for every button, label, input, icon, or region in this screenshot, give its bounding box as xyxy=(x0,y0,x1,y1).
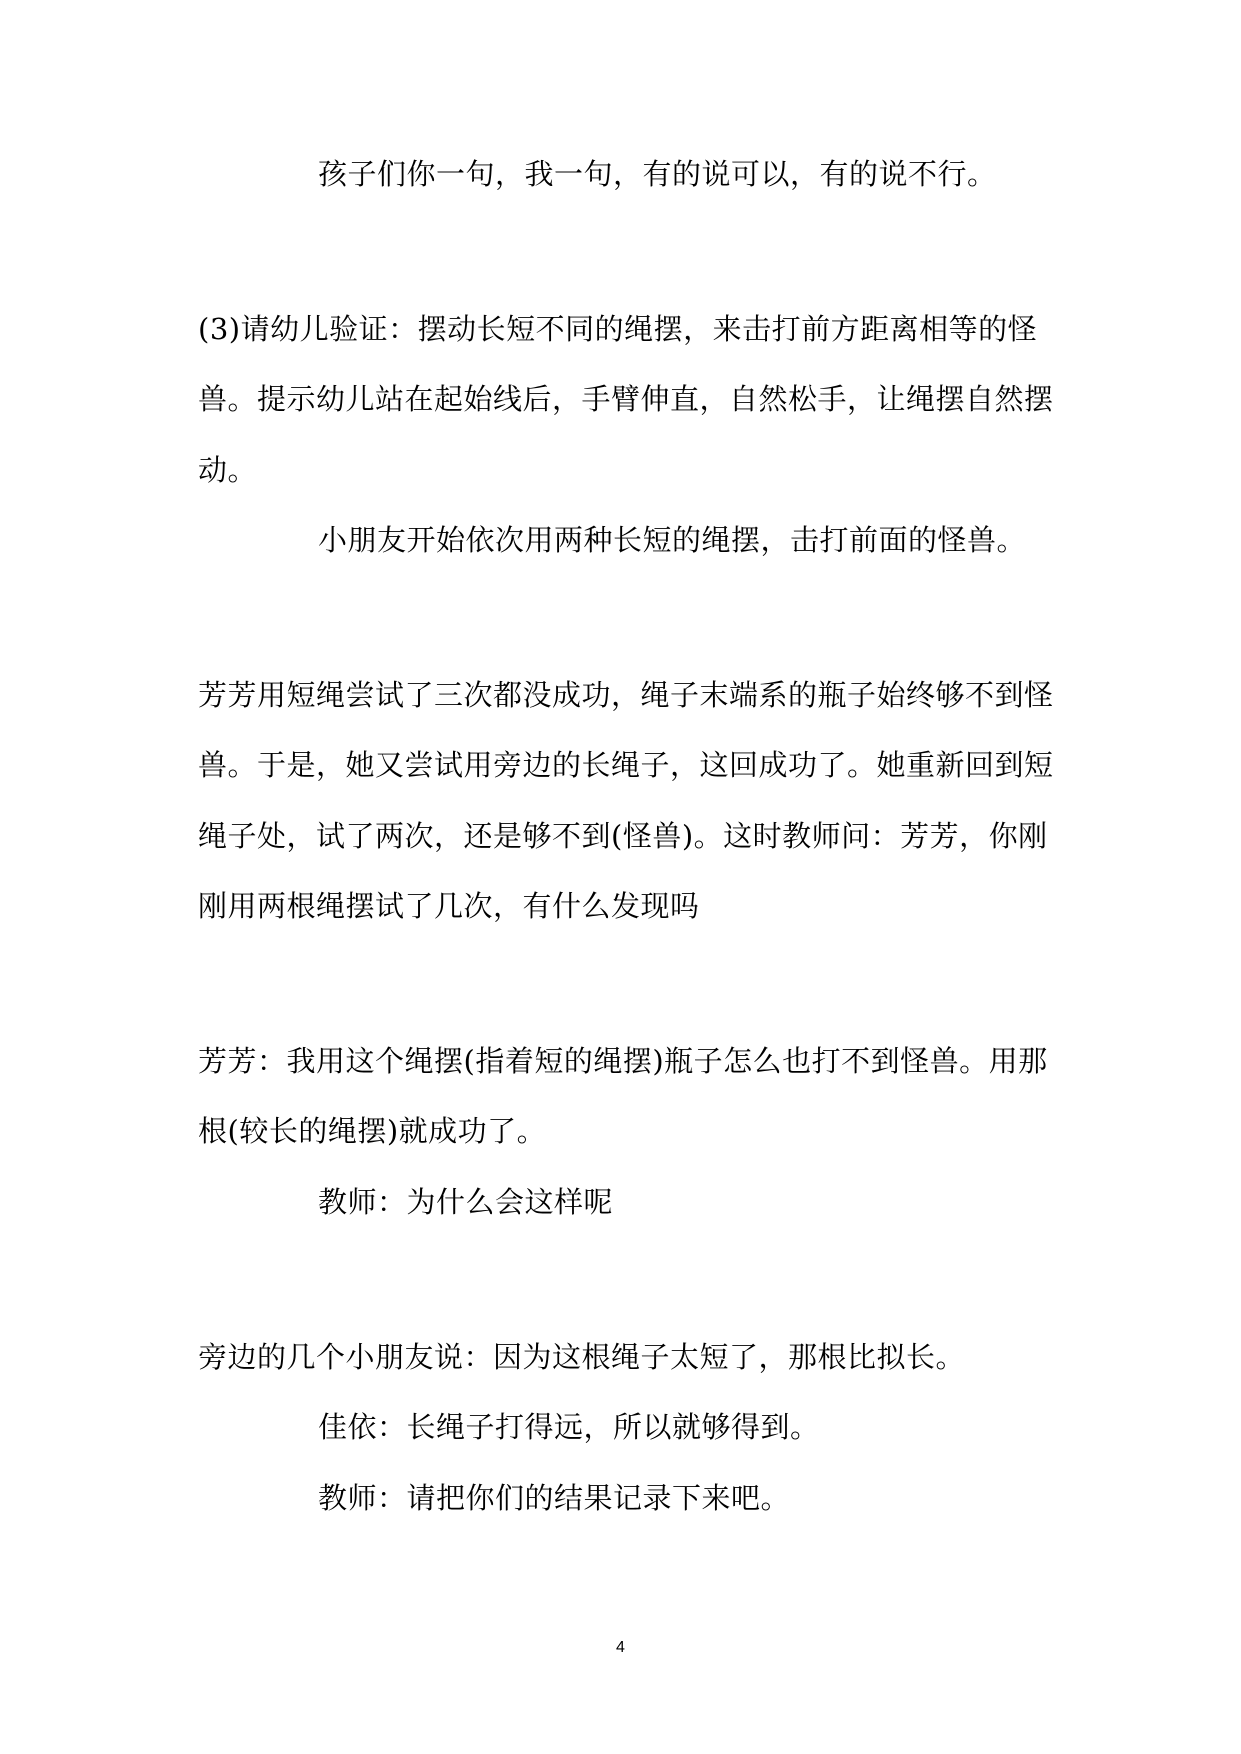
paragraph-verify-line-1: (3)请幼儿验证：摆动长短不同的绳摆，来击打前方距离相等的怪 xyxy=(198,312,1038,346)
paragraph-fangfang-line-1: 芳芳用短绳尝试了三次都没成功，绳子末端系的瓶子始终够不到怪 xyxy=(198,678,1054,712)
page-number: 4 xyxy=(616,1639,625,1656)
paragraph-fangfang-line-3: 绳子处，试了两次，还是够不到(怪兽)。这时教师问：芳芳，你刚 xyxy=(198,819,1048,853)
paragraph-children-discuss: 孩子们你一句，我一句，有的说可以，有的说不行。 xyxy=(318,157,997,191)
paragraph-jiayi: 佳依：长绳子打得远，所以就够得到。 xyxy=(318,1410,820,1444)
paragraph-verify-line-2: 兽。提示幼儿站在起始线后，手臂伸直，自然松手，让绳摆自然摆 xyxy=(198,382,1054,416)
paragraph-kids-start: 小朋友开始依次用两种长短的绳摆，击打前面的怪兽。 xyxy=(318,523,1027,557)
paragraph-verify-line-3: 动。 xyxy=(198,453,258,487)
paragraph-kids-explain: 旁边的几个小朋友说：因为这根绳子太短了，那根比拟长。 xyxy=(198,1340,966,1374)
paragraph-teacher-why: 教师：为什么会这样呢 xyxy=(318,1185,614,1219)
paragraph-fangfang-line-4: 刚用两根绳摆试了几次，有什么发现吗 xyxy=(198,889,700,923)
paragraph-teacher-record: 教师：请把你们的结果记录下来吧。 xyxy=(318,1481,791,1515)
paragraph-fangfang-reply-line-2: 根(较长的绳摆)就成功了。 xyxy=(198,1114,547,1148)
paragraph-fangfang-reply-line-1: 芳芳：我用这个绳摆(指着短的绳摆)瓶子怎么也打不到怪兽。用那 xyxy=(198,1044,1048,1078)
paragraph-fangfang-line-2: 兽。于是，她又尝试用旁边的长绳子，这回成功了。她重新回到短 xyxy=(198,748,1054,782)
